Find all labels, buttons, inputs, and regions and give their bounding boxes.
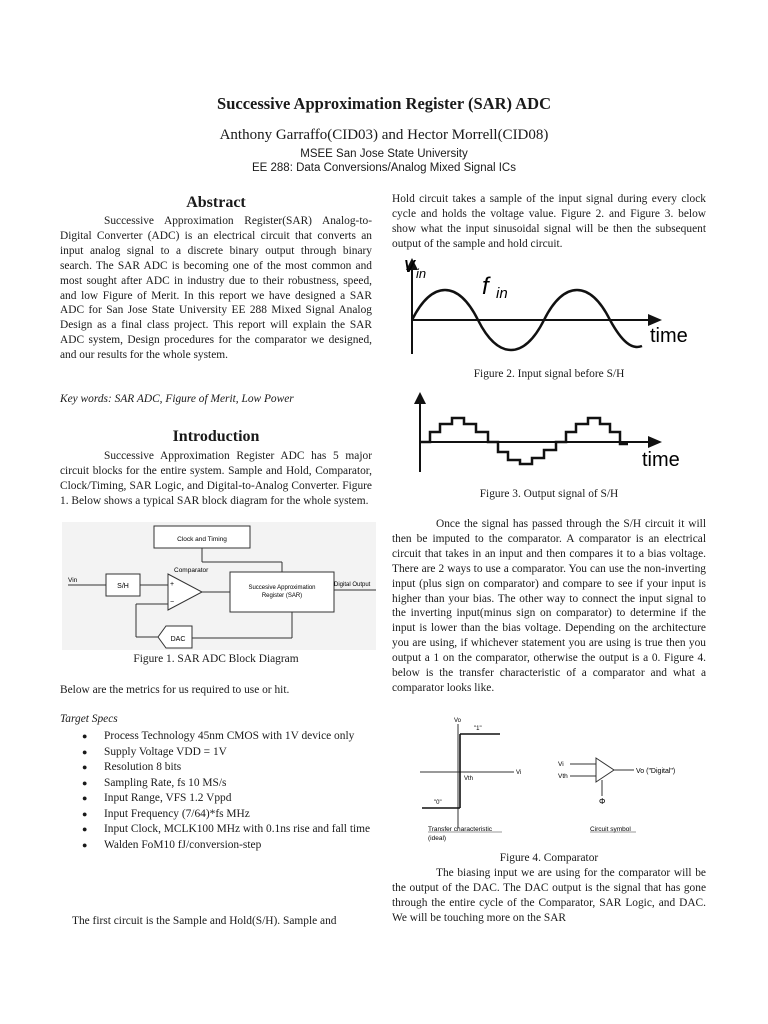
comparator-figure [420, 712, 710, 848]
comp-minus: − [170, 599, 175, 606]
course-line: EE 288: Data Conversions/Analog Mixed Signal ICs [251, 162, 516, 174]
figure3-caption: Figure 3. Output signal of S/H [479, 488, 619, 500]
right-column-top: Hold circuit takes a sample of the input signal during every clock cycle and holds the voltage value. Figure 2. and Figure 3. below show what the input sinusoidal signal will be then the subsequent output of the sample and hold circuit. [392, 193, 706, 250]
comp-plus: + [170, 581, 175, 588]
phi-label: Φ [599, 797, 606, 806]
input-sine-figure [400, 250, 700, 360]
target-specs-list [60, 729, 372, 853]
abstract-heading: Abstract [186, 194, 246, 211]
metrics-intro: Below are the metrics for us required to use or hit. [60, 684, 290, 696]
comparator-paragraph: Once the signal has passed through the S/H circuit it will then be imputed to the comparator. A comparator is an electrical circuit that takes in an input and then compares it to a bias voltage. There are 2 ways to use a comparator. You can use the non-inverting input (plus sign on comparator) and compare to see if your input is higher than your bias. The other way to connect the input signal to the inverting input(minus sign on comparator) to determine if the input is lower than the bias voltage. Depending on the architecture you are using, if whichever statement you are using is true then you output a 1 on the comparator, otherwise the output is a 0. Figure 4. below is the transfer characteristic of a comparator and what a comparator looks like. [392, 518, 706, 694]
introduction-heading: Introduction [172, 428, 260, 445]
spec-item: ● Resolution 8 bits [60, 760, 372, 776]
abstract-text: Successive Approximation Register(SAR) Analog-to-Digital Converter (ADC) is an electrical circuit that converts an input analog signal to a discrete binary output through binary search. The SAR ADC is becoming one of the most common and most sought after ADC in industry due to their robustness, speed, and low Figure of Merit. In this report we have designed a SAR ADC for San Jose State University EE 288 Mixed Signal Analog Design as a final class project. This report will explain the SAR ADC system, Design procedures for the comparator we designed, and our results for the whole system. [60, 215, 372, 362]
vi-axis-label: Vi [516, 770, 522, 776]
sar-label-1: Succesive Approximation [248, 585, 316, 591]
vin-label: Vin [68, 577, 78, 584]
sym-vo-label: Vo ("Digital") [636, 768, 676, 775]
paper-authors: Anthony Garraffo(CID03) and Hector Morrell(CID08) [219, 127, 549, 143]
spec-item: ● Process Technology 45nm CMOS with 1V device only [60, 729, 372, 745]
comparator-label: Comparator [174, 567, 209, 574]
sym-vth-label: Vth [558, 773, 568, 780]
sar-label-2: Register (SAR) [261, 593, 303, 599]
sar-block-diagram [62, 522, 376, 650]
transfer-label-2: (ideal) [428, 835, 447, 842]
dac-label: DAC [170, 636, 186, 643]
spec-item: ● Walden FoM10 fJ/conversion-step [60, 838, 372, 854]
spec-item: ● Input Clock, MCLK100 MHz with 0.1ns rise and fall time [60, 822, 372, 838]
circuit-symbol-label: Circuit symbol [590, 826, 631, 833]
sym-vi-label: Vi [558, 761, 564, 768]
time-label-2: time [642, 449, 680, 471]
vo-axis-label: Vo [454, 718, 462, 724]
fin-subscript: in [496, 285, 508, 302]
keywords: Key words: SAR ADC, Figure of Merit, Low Power [60, 393, 294, 405]
one-label: "1" [474, 726, 482, 732]
time-label: time [650, 325, 688, 347]
fin-symbol: f [482, 273, 489, 300]
sh-label: S/H [117, 583, 129, 590]
transfer-label-1: Transfer characteristic [428, 826, 493, 833]
paper-title: Successive Approximation Register (SAR) ADC [217, 94, 551, 113]
spec-item: ● Supply Voltage VDD = 1V [60, 745, 372, 761]
affiliation: MSEE San Jose State University [300, 148, 468, 160]
clock-timing-label: Clock and Timing [177, 536, 227, 543]
zero-label: "0" [434, 800, 442, 806]
spec-item: ● Input Range, VFS 1.2 Vppd [60, 791, 372, 807]
figure4-caption: Figure 4. Comparator [499, 852, 599, 864]
vin-subscript: in [416, 266, 427, 281]
introduction-text: Successive Approximation Register ADC has 5 major circuit blocks for the entire system. Sample and Hold, Comparator, Clock/Timing, SAR Logic, and Digital-to-Analog Converter. Figure 1. Below shows a typical SAR block diagram for the whole system. [60, 450, 372, 507]
sh-output-figure [400, 386, 700, 476]
biasing-paragraph: The biasing input we are using for the comparator will be the output of the DAC. The DAC output is the signal that has gone through the entire cycle of the Comparator, SAR Logic, and DAC. We will be touching more on the SAR [392, 867, 706, 924]
spec-item: ● Input Frequency (7/64)*fs MHz [60, 807, 372, 823]
figure1-caption: Figure 1. SAR ADC Block Diagram [133, 653, 299, 665]
left-column-end: The first circuit is the Sample and Hold(S/H). Sample and [72, 915, 337, 927]
spec-item: ● Sampling Rate, fs 10 MS/s [60, 776, 372, 792]
vth-label: Vth [464, 776, 474, 782]
vin-symbol: v [404, 252, 415, 277]
target-specs-heading: Target Specs [60, 713, 118, 725]
figure2-caption: Figure 2. Input signal before S/H [473, 368, 625, 380]
digital-output-label: Digital Output [334, 582, 371, 588]
